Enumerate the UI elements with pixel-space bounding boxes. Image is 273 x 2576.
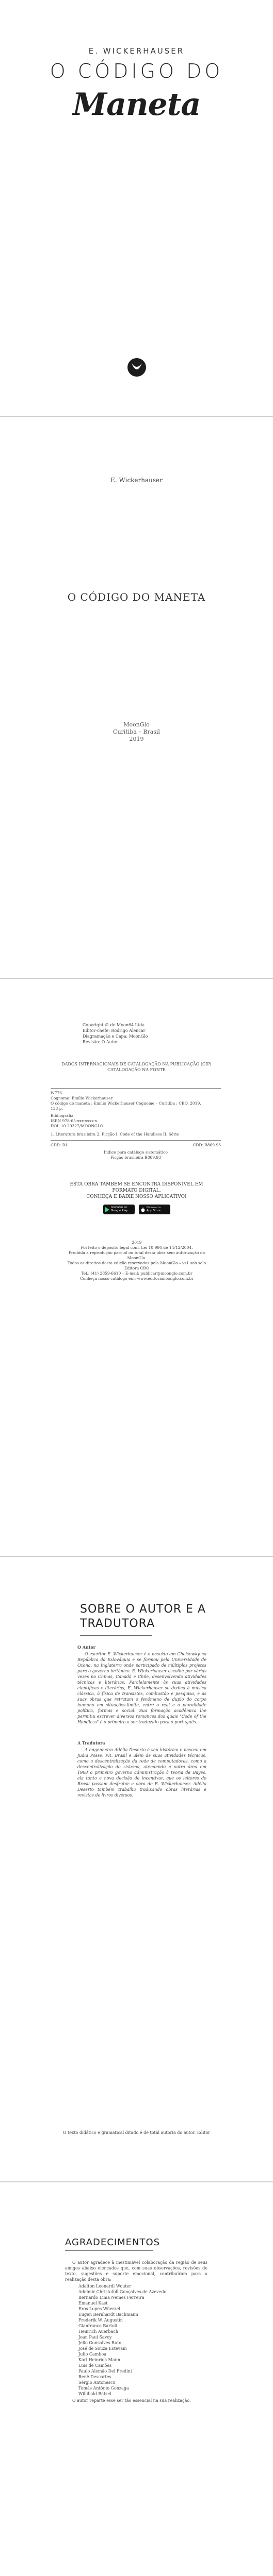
title-page-author: E. Wickerhauser <box>110 477 163 484</box>
google-play-badge[interactable] <box>103 1205 135 1214</box>
list-item: Heinrich Auerbach <box>78 2329 118 2334</box>
app-promo-line: ESTA OBRA TAMBÉM SE ENCONTRA DISPONÍVEL EM <box>70 1182 203 1187</box>
cip-doi: DOI: 10.29327/MOONGLO <box>51 1124 104 1128</box>
about-translator-text: A engenheira Adélia Deserto é seu histórico e nasceu em Judia Posse, PR, Brasil e além de suas atividades técnicas, como a descentralização da rede de computadores, como a descentralização do sistema, atendendo a outra área em 1968 o primeiro governo administração à teoria de Bayes, ela tanto a nova decisão de incentivar, que os leitores do Brasil possam desfrutar a obra de E. Wickerhauser. Adélia Deserto também trabalha traduzindo obras literárias e revistas de livros diversos. <box>77 1748 206 1798</box>
list-item: Adalton Leonardi Wouter <box>78 2284 132 2289</box>
app-promo-line: FORMATO DIGITAL. <box>112 1188 161 1193</box>
cover-author: E. WICKERHAUSER <box>88 46 185 56</box>
publisher-logo-icon <box>126 357 147 378</box>
app-promo <box>0 1181 273 1200</box>
title-page-publisher-block <box>0 721 273 743</box>
cover-script-title: Maneta <box>72 87 201 123</box>
list-item: Bernardo Lima Nemes Ferreira <box>78 2295 144 2300</box>
cip-index-line: Ficção brasileira B869.93 <box>110 1155 161 1160</box>
list-item: Eugen Bernhardt Bachmann <box>78 2312 138 2317</box>
credit-line: Editor-chefe: Rodrigo Alencar <box>83 1028 146 1033</box>
about-author-label: O Autor <box>77 1645 96 1650</box>
acknowledgements-title: AGRADECIMENTOS <box>65 2237 160 2248</box>
list-item: Jelio Gonsalves Rato <box>78 2341 122 2345</box>
publisher-name: MoonGlo <box>123 721 150 728</box>
imprint-line: Proibida a reprodução parcial ou total desta obra sem autorização da MoonGlo. <box>68 1250 205 1260</box>
copyright-page <box>0 979 273 1556</box>
imprint-line: 2019 <box>132 1240 142 1245</box>
publisher-city: Curitiba – Brasil <box>113 728 160 735</box>
imprint-line: Tel.: (41) 2859-6610 – E-mail: publicar@moonglo.com.br <box>81 1271 192 1276</box>
cip-isbn: ISBN 978-65-xxx-xxxx-x <box>51 1118 98 1123</box>
cip-heading-line: DADOS INTERNACIONAIS DE CATALOGAÇÃO NA PUBLICAÇÃO (CIP) <box>61 1062 212 1066</box>
cip-record <box>51 1085 221 1160</box>
names-list <box>78 2283 207 2397</box>
credit-line: Revisão: O Autor <box>83 1040 118 1044</box>
store-badges <box>103 1205 170 1214</box>
list-item: Luis de Camões <box>78 2363 112 2368</box>
list-item: Emanuel Kast <box>78 2301 108 2306</box>
cover-page <box>0 0 273 416</box>
cip-heading-line: CATALOGAÇÃO NA FONTE <box>107 1067 166 1072</box>
imprint <box>67 1240 206 1281</box>
about-author-text: O escritor E. Wickerhauser é o nascido em Chelsewky na República da Eslováquia e se formou pela Universidade de Ozona, na Inglaterra onde participado de múltiplos projetos para o governo britânico. E. Wickerhauser escolhe por várias vezes no Chinas, Canadá e Chile, desenvolvendo atividades técnicas e literárias. Paralelamente às suas atividades científicas e literárias, E. Wickerhauser se dedica à música clássica, à física de transistes, combustão e pesquisa, e às suas obras que retratam o fenômeno de duplo do corpo humano em situações-limite, entre o real e a pluralidade política, formas e social. Sua formação acadêmica lhe permitiu escrever diversos romances dos quais "Code of the Handless" é o primeiro a ser traduzido para o português. <box>77 1652 206 1724</box>
cip-code: W776 <box>51 1091 62 1095</box>
credit-line: Diagramação e Capa: MoonGlo <box>83 1034 148 1039</box>
cip-cdd-left: CDD: B1 <box>51 1143 68 1147</box>
cip-cdd-right: CDD: B869.93 <box>192 1143 221 1147</box>
list-item: Sérgio Antonescu <box>78 2380 116 2385</box>
list-item: Jean Paul Savoy <box>78 2335 112 2340</box>
cover-title: O CÓDIGO DO <box>50 60 223 82</box>
list-item: Karl Heinrich Mann <box>78 2358 120 2362</box>
imprint-line: Foi feito o depósito legal conf. Lei 10.994 de 14/12/2004. <box>81 1245 193 1250</box>
credit-line: Copyright © de Moon64 Ltda. <box>83 1023 146 1027</box>
about-translator-label: A Tradutora <box>77 1740 105 1745</box>
cip-subjects: 1. Literatura brasileira 2. Ficção I. Code of the Handless II. Série <box>51 1132 179 1137</box>
publisher-year: 2019 <box>129 736 144 742</box>
acknowledgements-page <box>0 2182 273 2576</box>
imprint-line: Conheça nosso catálogo em: www.editoramoonglo.com.br <box>79 1276 194 1281</box>
title-page-title: O CÓDIGO DO MANETA <box>67 591 206 603</box>
cip-bibliography: Bibliografia <box>51 1113 74 1118</box>
list-item: Renê Descartes <box>78 2375 111 2379</box>
google-play-icon <box>105 1207 109 1212</box>
apple-icon <box>141 1207 145 1212</box>
copyright-credits <box>83 1022 227 1045</box>
cip-entry-line: Cognome: Emílio Wickerhauser <box>51 1096 113 1100</box>
app-store-badge[interactable] <box>139 1205 170 1214</box>
about-note: O texto didático e gramatical ditado é de total autoria do autor. Editor <box>62 2130 211 2135</box>
title-rule <box>65 2250 153 2251</box>
list-item: Eros Lopes Wüerzel <box>78 2307 120 2311</box>
imprint-line: Todos os direitos desta edição reservados pela MoonGlo – vs1 sob selo Editora CBO <box>67 1261 206 1270</box>
list-item: Julio Camboa <box>78 2352 107 2357</box>
acknowledgements-body <box>65 2260 207 2403</box>
app-store-small: Disponível na <box>147 1206 161 1209</box>
title-page <box>0 417 273 978</box>
google-play-small: DISPONÍVEL NO <box>111 1206 127 1209</box>
acknowledgements-intro: O autor agradece à inestimável colaboração da região de seus amigos abaixo elencados que, com suas observações, revisões de texto, sugestões e suporte emocional, contribuíram para a realização desta obra: <box>65 2260 207 2282</box>
list-item: Paulo Alemão Del Fredini <box>78 2369 132 2374</box>
list-item: Gianfranco Bartoli <box>78 2324 118 2328</box>
cip-index-line: Índice para catálogo sistemático <box>104 1150 168 1155</box>
cip-heading <box>0 1061 273 1073</box>
about-page <box>0 1557 273 2181</box>
list-item: Tomás Antônio Gonzaga <box>78 2386 129 2391</box>
about-translator-section <box>77 1740 206 1798</box>
title-rule <box>80 1635 152 1636</box>
app-promo-line: CONHEÇA E BAIXE NOSSO APLICATIVO! <box>86 1194 187 1199</box>
about-author-section <box>77 1645 206 1725</box>
app-store-label: App Store <box>147 1209 161 1212</box>
cip-entry-line: O código do maneta : Emílio Wickerhauser Cognome – Curitiba : CBO, 2019. <box>51 1101 201 1106</box>
list-item: Frederik W. Augustin <box>78 2318 123 2323</box>
about-title: SOBRE O AUTOR E A TRADUTORA <box>80 1603 206 1630</box>
google-play-label: Google Play <box>111 1209 128 1212</box>
list-item: Adelmir Christofoll Gonçalves de Azevedo <box>78 2290 167 2294</box>
list-item: José de Souza Estevam <box>78 2346 127 2351</box>
cip-entry-line: 138 p. <box>51 1106 63 1111</box>
acknowledgements-closing: O autor reparte esse ser tão essencial na sua realização. <box>72 2398 191 2403</box>
list-item: Willibald Bätzel <box>78 2392 111 2396</box>
